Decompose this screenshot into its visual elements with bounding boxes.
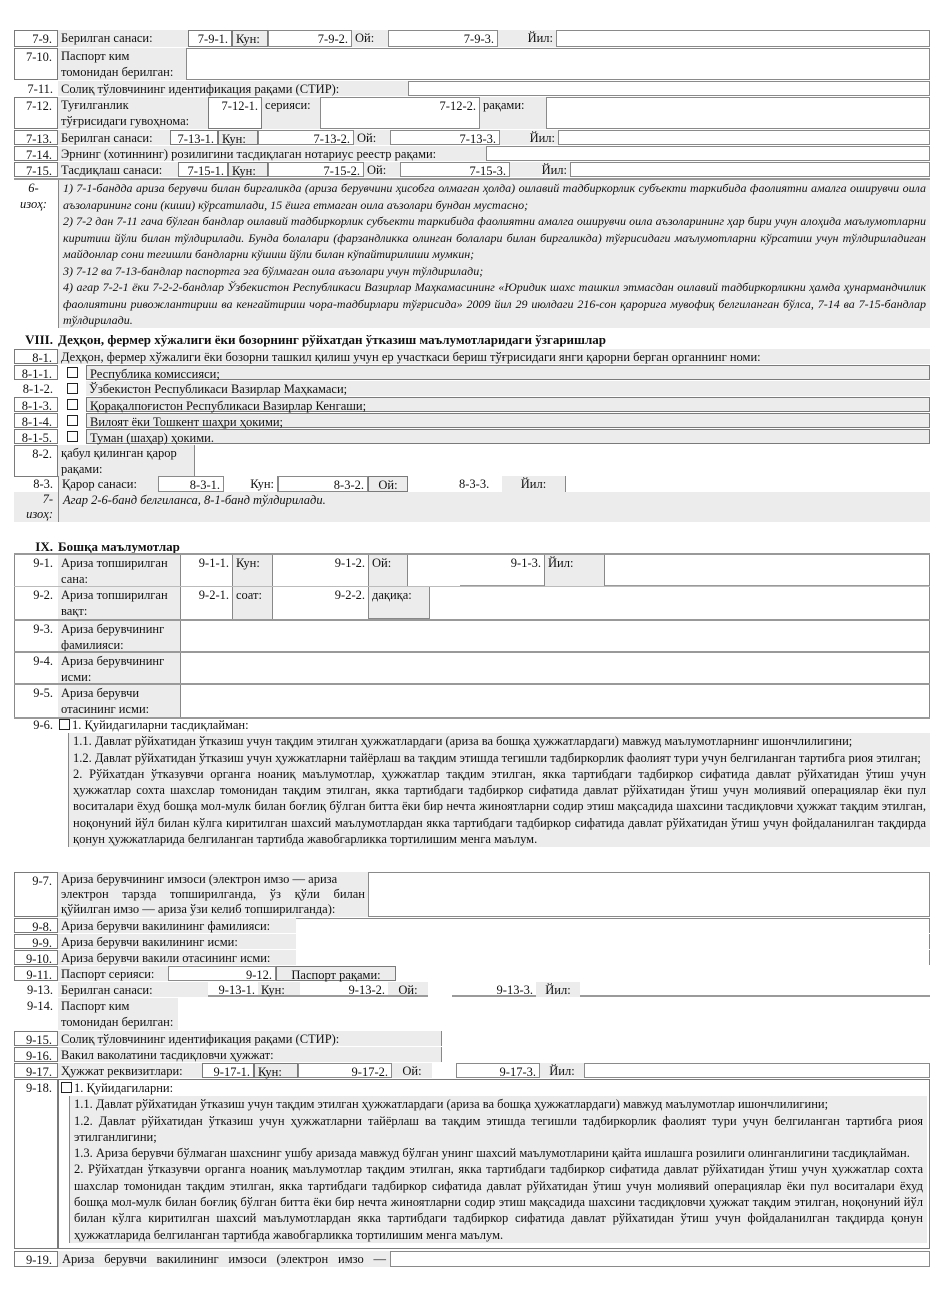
row-8-1 [14, 349, 930, 364]
label-line-1: Ариза берувчининг имзоси (электрон имзо — ариза [61, 872, 338, 886]
row-8-2 [14, 445, 930, 477]
row-9-13 [14, 982, 930, 997]
authority-doc-input[interactable] [442, 1047, 930, 1062]
number-input[interactable] [546, 97, 930, 129]
hour-label: соат: [232, 587, 272, 619]
item-number: 9-19. [14, 1251, 58, 1267]
section-heading: Бошқа маълумотлар [58, 539, 180, 554]
label-line-2: электрон тарзда топширилганда, ўз қўли билан [61, 887, 365, 901]
day-label: Кун: [232, 30, 268, 47]
item-number: 9-7. [14, 872, 58, 917]
label-line-2: отасининг исми: [61, 702, 150, 716]
label-line-2: фамилияси: [61, 638, 124, 652]
code: 7-15-1. [178, 162, 228, 177]
day-input[interactable]: 9-13-2. [300, 982, 388, 997]
passport-number-label: Паспорт рақами: [276, 966, 396, 981]
month-label: Ой: [392, 1063, 432, 1078]
label: Тасдиқлаш санаси: [58, 162, 178, 177]
item-number: 8-1-1. [14, 365, 58, 380]
label-line-3: қўйилган имзо — ариза ўзи келиб топширилганда): [61, 902, 336, 916]
item-number: 7-10. [14, 48, 58, 80]
label: Ариза берувчи вакилининг имзоси (электрон имзо — [58, 1251, 390, 1267]
series-input[interactable]: 7-12-2. [320, 97, 480, 129]
notary-number-input[interactable] [486, 146, 930, 161]
row-9-18 [14, 1079, 930, 1249]
confirm-item-1-3: 1.3. Ариза берувчи бўлмаган шахснинг ушбу аризада мавжуд бўлган унинг шахсий маълумотларини қайта ишлашга розилиги олинганлигини тасдиқлайман. [74, 1146, 910, 1161]
option-label: Республика комиссияси; [86, 365, 930, 380]
day-label: Кун: [224, 476, 278, 492]
month-input[interactable]: 8-3-3. [459, 477, 490, 491]
label-line-1: Паспорт ким [61, 999, 130, 1013]
row-8-3 [14, 476, 930, 492]
row-7-10 [14, 48, 930, 80]
item-number: 9-3. [14, 621, 58, 653]
note-paragraph-4: 4) агар 7-2-1 ёки 7-2-2-бандлар Ўзбекистон Республикаси Вазирлар Маҳкамасининг «Юридик шахс ташкил этмасдан оилавий тадбиркорликни ҳамда ҳунармандчилик фаолиятини ривожлантириш ва кенгайтириш чора-тадбирлари тўғрисида» 2009 йил 29 июлдаги 216-сон қарорига мувофиқ белгиланган бўлса, 7-14 ва 7-15-бандлар тўлдирилади. [63, 280, 926, 327]
month-input[interactable]: 9-17-3. [456, 1063, 540, 1078]
year-label: Йил: [502, 476, 566, 492]
code: 8-3-1. [158, 476, 224, 492]
option-label: Қорақалпоғистон Республикаси Вазирлар Кенгаши; [86, 397, 930, 412]
label-line-1: Ариза берувчининг [61, 622, 165, 636]
month-input[interactable]: 7-15-3. [400, 162, 510, 177]
day-input[interactable]: 9-17-2. [298, 1063, 392, 1078]
section-heading: Деҳқон, фермер хўжалиги ёки бозорнинг рўйхатдан ўтказиш маълумотларидаги ўзгаришлар [58, 332, 607, 347]
month-input[interactable]: 7-13-3. [390, 130, 500, 145]
row-9-15 [14, 1031, 930, 1046]
label-line-1: Туғилганлик [61, 98, 129, 112]
rep-signature-input[interactable] [390, 1251, 930, 1267]
item-number: 9-13. [26, 983, 53, 997]
option-8-1-4 [14, 413, 930, 428]
note-paragraph-3: 3) 7-12 ва 7-13-бандлар паспортга эга бўлмаган оила аъзолари учун тўлдирилади; [63, 263, 484, 278]
row-9-5 [14, 683, 930, 719]
code: 9-1-1. [180, 555, 232, 587]
day-input[interactable]: 9-1-2. [272, 555, 368, 587]
item-number: 9-18. [14, 1079, 58, 1249]
day-input[interactable]: 8-3-2. [278, 476, 368, 492]
code: 7-9-1. [188, 30, 232, 47]
year-label: Йил: [510, 162, 570, 177]
label: Эрнинг (хотиннинг) розилигини тасдиқлаган нотариус реестр рақами: [58, 146, 486, 161]
year-input[interactable] [556, 30, 930, 47]
item-number: 8-1-5. [14, 429, 58, 444]
row-9-17 [14, 1063, 930, 1078]
year-input[interactable] [566, 476, 930, 492]
section-number: IX. [35, 539, 53, 554]
confirm-item-2: 2. Рўйхатдан ўтказувчи органга ноаниқ маълумотлар тақдим этилган, якка тартибдаги тадбиркор сифатида давлат рўйхатидан ўтиш учун ҳужжатлар сохта шахслар томонидан тақдим этилган, якка тартибдаги тадбиркор сифатида давлат рўйхатидан ўтиш учун молиявий операциялар ёки пул воситалари ёхуд бошқа мол-мулк билан боғлиқ бўлган битта ёки бир нечта жиноятларни содир этиш мақсадида шахсини тасдиқловчи ҳужжат тақдим этилган, ноқонуний йўл билан кўлга киритилган шахсий маълумотлардан якка тартибдаги тадбиркор сифатида давлат рўйхатидан ўтиш учун фойдаланилган тақдирда қонун ҳужжатларида белгиланган тартибда жавобгарликка тортилишим менга маълум. [74, 1162, 923, 1242]
row-9-8 [14, 918, 930, 933]
section-8-title [14, 332, 606, 348]
note-paragraph-1: 1) 7-1-бандда ариза берувчи билан биргаликда (ариза берувчини ҳисобга олмаган ҳолда) оилавий тадбиркорлик субъекти таркибида фаолиятни амалга оширувчи оила аъзоларининг сони (киши) кўрсатилади, 15 ёшга етмаган оила аъзолари бундан мустасно; [63, 181, 926, 212]
label: Берилган санаси: [58, 982, 208, 997]
decision-number-input[interactable] [194, 445, 930, 477]
year-input[interactable] [570, 162, 930, 177]
series-label: серияси: [262, 97, 320, 129]
item-number: 7-11. [27, 82, 53, 96]
row-7-9 [14, 30, 930, 47]
option-8-1-3 [14, 397, 930, 412]
label-line-1: Паспорт ким [61, 49, 130, 63]
confirm-heading: 1. Қуйидагиларни тасдиқлайман: [72, 718, 249, 732]
issuer-input[interactable] [178, 998, 930, 1030]
confirm-item-1-2: 1.2. Давлат рўйхатидан ўтказиш учун ҳужжатларни тайёрлаш ва тақдим этишда тегишли тадбиркорлик фаолият тури учун белгиланган тартибга риоя этилган; [73, 750, 921, 765]
label-line-2: вақт: [61, 604, 88, 618]
rep-name-input[interactable] [296, 934, 930, 949]
month-input[interactable]: 9-13-3. [452, 982, 536, 997]
year-input[interactable] [584, 1063, 930, 1078]
issuer-input[interactable] [186, 48, 930, 80]
surname-input[interactable] [180, 621, 930, 653]
label-line-1: қабул қилинган қарор [61, 446, 177, 460]
note-number: 6- [28, 181, 39, 195]
label-line-2: томонидан берилган: [61, 65, 174, 79]
label-line-1: Ариза берувчи [61, 686, 140, 700]
checkbox[interactable] [67, 367, 78, 378]
label: Солиқ тўловчининг идентификация рақами (СТИР): [58, 81, 408, 96]
option-8-1-5 [14, 429, 930, 444]
option-label: Вилоят ёки Тошкент шаҳри ҳокими; [86, 413, 930, 428]
confirm-item-1-1: 1.1. Давлат рўйхатидан ўтказиш учун тақдим этилган ҳужжатлардаги (ариза ва бошқа ҳужжатлардаги) мавжуд маълумотларнинг ишончлилигини; [73, 734, 853, 749]
item-number: 9-6. [33, 718, 53, 732]
label: Берилган санаси: [58, 130, 170, 145]
item-number: 8-2. [14, 445, 58, 477]
row-7-15 [14, 162, 930, 177]
checkbox[interactable] [67, 383, 78, 394]
month-input[interactable]: 7-9-3. [388, 30, 498, 47]
confirm-item-2: 2. Рўйхатдан ўтказувчи органга ноаниқ маълумотлар, ҳужжатлар тақдим этилган, якка тартибдаги тадбиркор сифатида давлат рўйхатидан ўтиш учун ҳужжатлар сохта шахслар томонидан тақдим этилган, якка тартибдаги тадбиркор сифатида давлат рўйхатидан ўтиш учун молиявий операциялар ёки пул воситалари ёхуд бошқа мол-мулк билан боғлиқ бўлган битта ёки бир нечта жиноятларни содир этиш мақсадида шахсини тасдиқловчи ҳужжат тақдим этилган, ноқонуний йўл билан кўлга киритилган шахсий маълумотлардан якка тартибдаги тадбиркор сифатида давлат рўйхатидан ўтиш учун фойдаланилган тақдирда қонун ҳужжатларида белгиланган тартибда жавобгарликка тортилишим менга маълум. [73, 766, 926, 847]
option-label: Туман (шаҳар) ҳокими. [86, 429, 930, 444]
passport-number-input[interactable] [396, 966, 930, 981]
row-7-14 [14, 146, 930, 161]
option-8-1-1 [14, 365, 930, 380]
day-label: Кун: [218, 130, 258, 145]
label: Берилган санаси: [58, 30, 188, 47]
year-label: Йил: [540, 1063, 584, 1078]
label: Ариза берувчи вакили отасининг исми: [58, 950, 296, 965]
item-number: 7-13. [14, 130, 58, 145]
label: Солиқ тўловчининг идентификация рақами (СТИР): [58, 1031, 442, 1046]
item-number: 7-9. [14, 30, 58, 47]
label-line-1: Ариза топширилган [61, 556, 168, 570]
label: Ариза берувчи вакилининг исми: [58, 934, 296, 949]
label: Ҳужжат реквизитлари: [58, 1063, 202, 1078]
note-number: 7- [42, 492, 53, 506]
row-9-16 [14, 1047, 930, 1062]
option-label: Ўзбекистон Республикаси Вазирлар Маҳкамаси; [86, 381, 930, 396]
label-line-1: Ариза берувчининг [61, 654, 165, 668]
row-9-10 [14, 950, 930, 965]
minute-input[interactable] [430, 587, 930, 619]
code: 7-13-1. [170, 130, 218, 145]
item-number: 9-5. [14, 685, 58, 717]
note-6 [14, 178, 930, 328]
item-number: 9-9. [14, 934, 58, 949]
confirm-checkbox[interactable] [61, 1082, 72, 1093]
day-label: Кун: [254, 1063, 298, 1078]
label-line-2: исми: [61, 670, 92, 684]
row-9-3 [14, 619, 930, 653]
item-number: 8-3. [33, 477, 53, 491]
note-paragraph-2: 2) 7-2 дан 7-11 гача бўлган бандлар оилавий тадбиркорлик субъекти таркибида фаолиятни амалга оширувчи оила аъзоларининг ҳар бири учун алоҳида маълумотларни киритиш йўли билан тўлдирилади. Бунда болалари (фарзандликка олинган болалари билан биргаликда) тўғрисидаги маълумотларни кўрсатиш учун тўлдириладиган майдонлар сони тегишли бандларни кўшиш йўли билан кўпайтирилиши мумкин; [63, 214, 926, 261]
item-number: 9-11. [14, 966, 58, 981]
item-number: 8-1-4. [14, 413, 58, 428]
row-9-1 [14, 553, 930, 587]
code: 9-2-1. [180, 587, 232, 619]
row-9-11 [14, 966, 930, 981]
label-line-2: тўғрисидаги гувоҳнома: [61, 114, 190, 128]
day-input[interactable]: 7-15-2. [268, 162, 364, 177]
month-label: Ой: [368, 555, 408, 587]
note-label: изоҳ: [26, 507, 53, 521]
label-line-2: сана: [61, 572, 88, 586]
passport-series-input[interactable]: 9-12. [168, 966, 276, 981]
year-input[interactable] [580, 982, 930, 997]
label-line-1: Ариза топширилган [61, 588, 168, 602]
tin-input[interactable] [408, 81, 930, 96]
label: Вакил ваколатини тасдиқловчи ҳужжат: [58, 1047, 442, 1062]
item-number: 7-15. [14, 162, 58, 177]
row-9-6 [14, 717, 930, 867]
rep-surname-input[interactable] [296, 918, 930, 933]
item-number: 9-17. [14, 1063, 58, 1078]
confirm-heading: 1. Қуйидагиларни: [74, 1081, 174, 1095]
minute-label: дақиқа: [368, 587, 430, 619]
rep-tin-input[interactable] [442, 1031, 930, 1046]
year-label: Йил: [498, 30, 556, 47]
code: 9-17-1. [202, 1063, 254, 1078]
rep-patronymic-input[interactable] [296, 950, 930, 965]
day-label: Кун: [232, 555, 272, 587]
signature-input[interactable] [368, 872, 930, 917]
item-number: 9-10. [14, 950, 58, 965]
code: 7-12-1. [208, 97, 262, 129]
note-label: изоҳ: [20, 197, 47, 211]
label: Деҳқон, фермер хўжалиги ёки бозорни ташкил қилиш учун ер участкаси бериш тўғрисидаги янги қарорни берган органнинг номи: [58, 349, 930, 364]
item-number: 9-8. [14, 918, 58, 933]
month-label: Ой: [354, 130, 390, 145]
note-text: Агар 2-6-банд белгиланса, 8-1-банд тўлдирилади. [58, 492, 930, 522]
year-input[interactable] [558, 130, 930, 145]
label-line-2: томонидан берилган: [61, 1015, 174, 1029]
year-label: Йил: [544, 555, 604, 587]
row-7-12 [14, 97, 930, 129]
label-line-2: рақами: [61, 462, 103, 476]
day-label: Кун: [258, 982, 300, 997]
patronymic-input[interactable] [180, 685, 930, 717]
label: Қарор санаси: [58, 476, 158, 492]
confirm-checkbox[interactable] [59, 719, 70, 730]
checkbox[interactable] [67, 431, 78, 442]
name-input[interactable] [180, 653, 930, 685]
item-number: 8-1-2. [22, 382, 53, 396]
confirm-item-1-1: 1.1. Давлат рўйхатидан ўтказиш учун тақдим этилган ҳужжатлардаги (ариза ва бошқа ҳужжатлардаги) мавжуд маълумотлар ишончлилигини; [74, 1097, 829, 1112]
number-label: рақами: [480, 97, 546, 129]
item-number: 9-4. [14, 653, 58, 685]
row-9-7 [14, 872, 930, 917]
month-label: Ой: [364, 162, 400, 177]
row-9-9 [14, 934, 930, 949]
year-label: Йил: [500, 130, 558, 145]
day-label: Кун: [228, 162, 268, 177]
item-number: 8-1-3. [14, 397, 58, 412]
year-input[interactable] [604, 555, 930, 587]
passport-series-label: Паспорт серияси: [58, 966, 168, 981]
day-input[interactable]: 7-9-2. [268, 30, 352, 47]
item-number: 9-14. [26, 999, 53, 1013]
row-9-19 [14, 1251, 930, 1267]
item-number: 9-2. [14, 587, 58, 619]
month-input[interactable]: 9-1-3. [460, 555, 544, 587]
label: Ариза берувчи вакилининг фамилияси: [58, 918, 296, 933]
item-number: 7-12. [14, 97, 58, 129]
checkbox[interactable] [67, 399, 78, 410]
section-number: VIII. [25, 332, 53, 347]
hour-input[interactable]: 9-2-2. [272, 587, 368, 619]
confirm-item-1-2: 1.2. Давлат рўйхатидан ўтказиш учун ҳужжатларни тайёрлаш ва тақдим этишда тегишли тадбиркорлик фаолият тури учун белгиланган тартибга риоя этилганлигини; [74, 1113, 923, 1144]
year-label: Йил: [536, 982, 580, 997]
item-number: 8-1. [14, 349, 58, 364]
code: 9-13-1. [208, 982, 258, 997]
item-number: 9-16. [14, 1047, 58, 1062]
month-label: Ой: [368, 476, 408, 492]
item-number: 9-15. [14, 1031, 58, 1046]
month-label: Ой: [388, 982, 428, 997]
row-9-4 [14, 651, 930, 685]
row-9-14 [14, 998, 930, 1030]
checkbox[interactable] [67, 415, 78, 426]
item-number: 7-14. [14, 146, 58, 161]
day-input[interactable]: 7-13-2. [258, 130, 354, 145]
option-8-1-2 [14, 381, 930, 396]
note-7 [14, 492, 930, 522]
row-7-11 [14, 81, 930, 96]
row-9-2 [14, 586, 930, 619]
month-label: Ой: [352, 30, 388, 47]
row-7-13 [14, 130, 930, 145]
item-number: 9-1. [14, 555, 58, 587]
